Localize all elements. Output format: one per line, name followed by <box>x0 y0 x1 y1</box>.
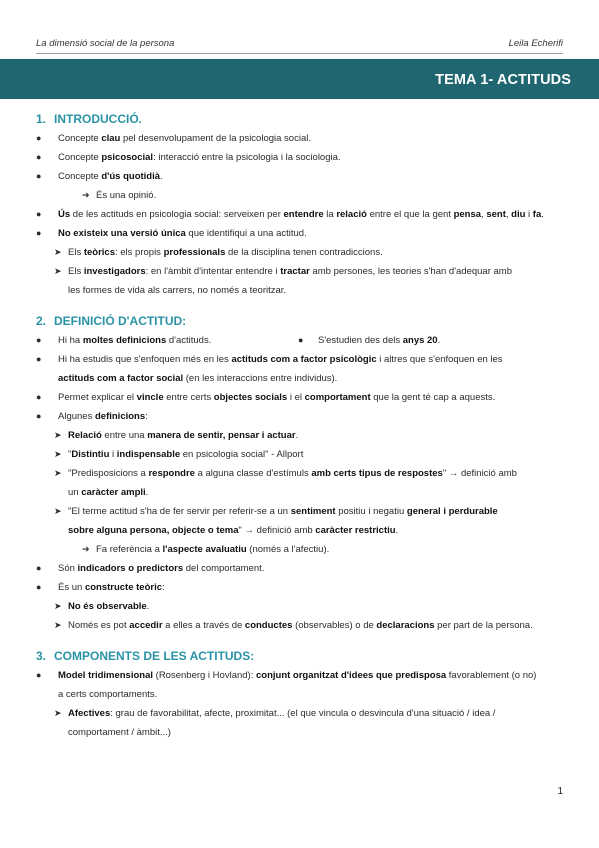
bullet-icon: ● <box>36 392 42 402</box>
list-item-continuation: un caràcter ampli. <box>68 487 149 498</box>
list-item-continuation: actituds com a factor social (en les interaccions entre individus). <box>58 373 338 384</box>
bullet-icon: ● <box>36 171 42 181</box>
list-item: ● Hi ha estudis que s'enfoquen més en les actituds com a factor psicològic i altres que s'enfoquen en les <box>36 350 564 369</box>
list-item: ● Ús de les actituds en psicologia social: serveixen per entendre la relació entre el que la gent pensa, sent, diu i fa. <box>36 205 564 224</box>
arrow-icon: ➤ <box>54 449 62 459</box>
bullet-icon: ● <box>36 133 42 143</box>
list-item: ➔ És una opinió. <box>36 186 564 205</box>
list-item: ➤ Només es pot accedir a elles a través de conductes (observables) o de declaracions per part de la persona. <box>36 616 564 635</box>
bullet-icon: ● <box>36 228 42 238</box>
list-item: ● És un constructe teòric: <box>36 578 564 597</box>
document-title: TEMA 1- ACTITUDS <box>435 72 571 88</box>
list-item: ➤ Els teòrics: els propis professionals de la disciplina tenen contradiccions. <box>36 243 564 262</box>
list-item-continuation: les formes de vida als carrers, no només a teoritzar. <box>68 285 287 296</box>
bullet-icon: ● <box>36 152 42 162</box>
list-item: ● No existeix una versió única que identifiqui a una actitud. <box>36 224 564 243</box>
list-item: ● Són indicadors o predictors del comportament. <box>36 559 564 578</box>
bullet-icon: ● <box>36 354 42 364</box>
bullet-icon: ● <box>36 582 42 592</box>
list-item: ➤ "El terme actitud s'ha de fer servir per referir-se a un sentiment positiu i negatiu general i perdurable <box>36 502 564 521</box>
list-item: ➤ "Distintiu i indispensable en psicologia social" - Allport <box>36 445 564 464</box>
bullet-icon: ● <box>298 335 304 345</box>
arrow-right-icon: ➔ <box>82 190 90 200</box>
list-item-continuation: a certs comportaments. <box>58 689 158 700</box>
arrow-icon: ➤ <box>54 430 62 440</box>
bullet-icon: ● <box>36 563 42 573</box>
list-item-continuation: sobre alguna persona, objecte o tema" → definició amb caràcter restrictiu. <box>68 525 399 536</box>
header-divider <box>36 53 563 54</box>
list-item: ● Algunes definicions: <box>36 407 564 426</box>
arrow-icon: ➤ <box>54 247 62 257</box>
header-left: La dimensió social de la persona <box>36 38 175 49</box>
arrow-icon: ➤ <box>54 506 62 516</box>
list-item: ➔ Fa referència a l'aspecte avaluatiu (només a l'afectiu). <box>36 540 564 559</box>
section-heading-components: 3. COMPONENTS DE LES ACTITUDS: <box>36 649 255 663</box>
list-item: ➤ Els investigadors: en l'àmbit d'intentar entendre i tractar amb persones, les teories s'han d'adequar amb <box>36 262 564 281</box>
arrow-icon: ➤ <box>54 708 62 718</box>
bullet-icon: ● <box>36 209 42 219</box>
list-item: ● Model tridimensional (Rosenberg i Hovland): conjunt organitzat d'idees que predisposa favorablement (o no) <box>36 666 564 685</box>
list-item: ● Concepte clau pel desenvolupament de la psicologia social. <box>36 129 564 148</box>
bullet-icon: ● <box>36 335 42 345</box>
arrow-icon: ➤ <box>54 468 62 478</box>
page-number: 1 <box>557 786 563 797</box>
section-heading-introduccio: 1. INTRODUCCIÓ. <box>36 112 142 126</box>
document-content <box>36 110 564 742</box>
list-item: ● Concepte psicosocial: interacció entre la psicologia i la sociologia. <box>36 148 564 167</box>
list-item: ➤ Relació entre una manera de sentir, pensar i actuar. <box>36 426 564 445</box>
arrow-icon: ➤ <box>54 601 62 611</box>
list-item: ➤ No és observable. <box>36 597 564 616</box>
list-item: ● Concepte d'ús quotidià. <box>36 167 564 186</box>
list-item: ➤ Afectives: grau de favorabilitat, afecte, proximitat... (el que vincula o desvincula d'una situació / idea / <box>36 704 564 723</box>
list-item-second-column: ● S'estudien des dels anys 20. <box>298 331 440 350</box>
arrow-icon: ➤ <box>54 266 62 276</box>
title-band <box>0 59 599 99</box>
list-item: ● Permet explicar el vincle entre certs objectes socials i el comportament que la gent té cap a aquests. <box>36 388 564 407</box>
arrow-icon: ➤ <box>54 620 62 630</box>
arrow-right-icon: ➔ <box>82 544 90 554</box>
header-right: Leila Echerifi <box>508 38 563 49</box>
section-heading-definicio: 2. DEFINICIÓ D'ACTITUD: <box>36 314 187 328</box>
bullet-icon: ● <box>36 411 42 421</box>
list-item-continuation: comportament / àmbit...) <box>68 727 171 738</box>
list-item: ➤ "Predisposicions a respondre a alguna classe d'estímuls amb certs tipus de respostes" → definició amb <box>36 464 564 483</box>
list-item: ● Hi ha moltes definicions d'actituds. ● S'estudien des dels anys 20. <box>36 331 564 350</box>
bullet-icon: ● <box>36 670 42 680</box>
